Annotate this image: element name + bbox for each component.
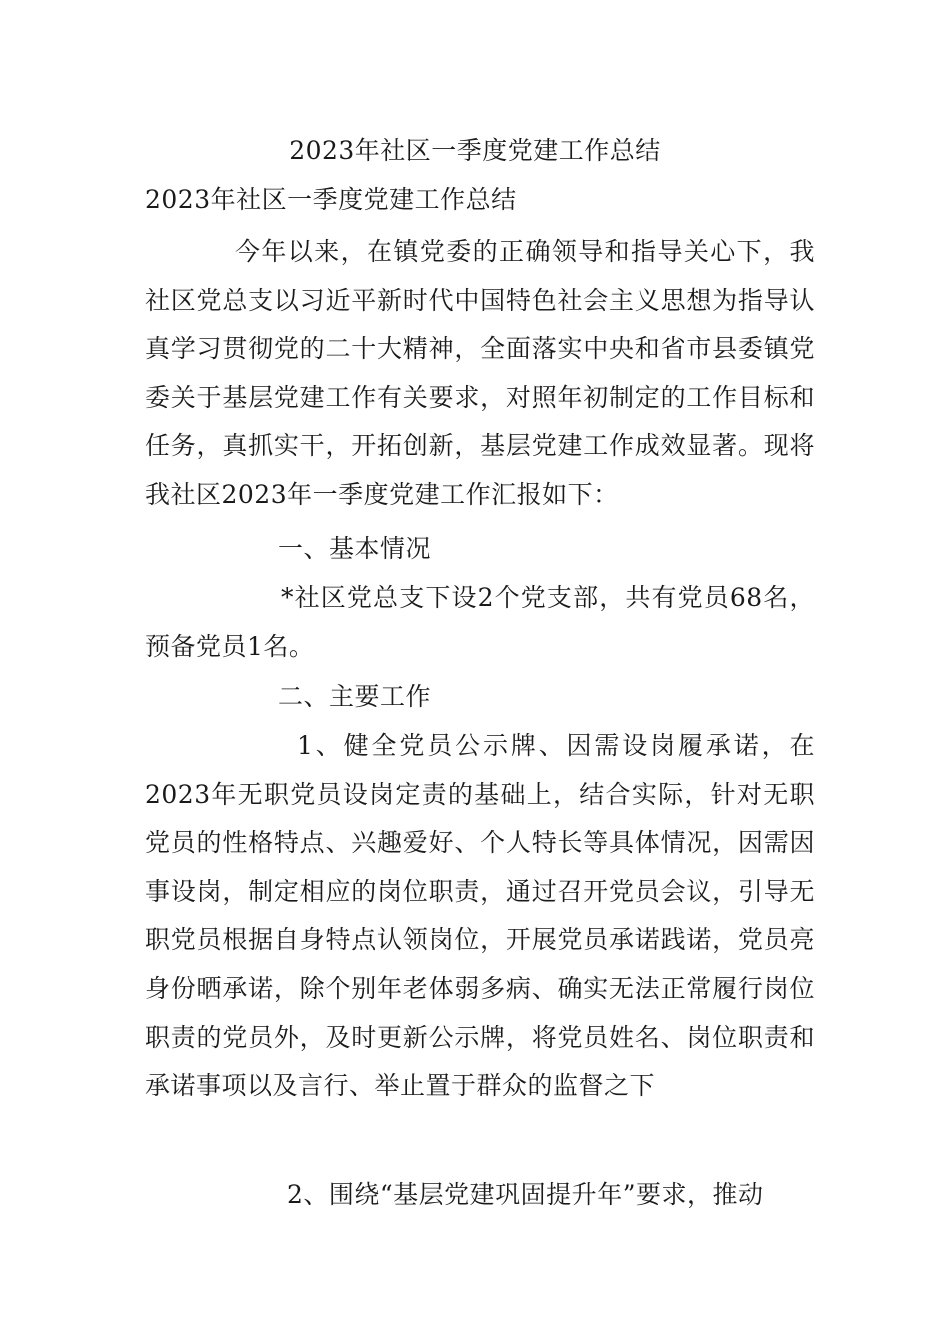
- work-item-1-paragraph: 1、健全党员公示牌、因需设岗履承诺，在2023年无职党员设岗定责的基础上，结合实际，针对无职党员的性格特点、兴趣爱好、个人特长等具体情况，因需因事设岗，制定相应的岗位职责，通过召开党员会议，引导无职党员根据自身特点认领岗位，开展党员承诺践诺，党员亮身份晒承诺，除个别年老体弱多病、确实无法正常履行岗位职责的党员外，及时更新公示牌，将党员姓名、岗位职责和承诺事项以及言行、举止置于群众的监督之下: [145, 731, 815, 1101]
- work-item-2-paragraph: 2、围绕“基层党建巩固提升年”要求，推动: [287, 1180, 764, 1209]
- intro-paragraph: 今年以来，在镇党委的正确领导和指导关心下，我社区党总支以习近平新时代中国特色社会主义思想为指导认真学习贯彻党的二十大精神，全面落实中央和省市县委镇党委关于基层党建工作有关要求，对照年初制定的工作目标和任务，真抓实干，开拓创新，基层党建工作成效显著。现将我社区2023年一季度党建工作汇报如下：: [145, 237, 815, 509]
- document-subtitle: 2023年社区一季度党建工作总结: [145, 185, 517, 214]
- page-title: 2023年社区一季度党建工作总结: [289, 136, 661, 165]
- section-2-heading: 二、主要工作: [278, 682, 432, 711]
- section-1-paragraph: *社区党总支下设2个党支部，共有党员68名，预备党员1名。: [145, 583, 815, 661]
- section-1-heading: 一、基本情况: [278, 534, 432, 563]
